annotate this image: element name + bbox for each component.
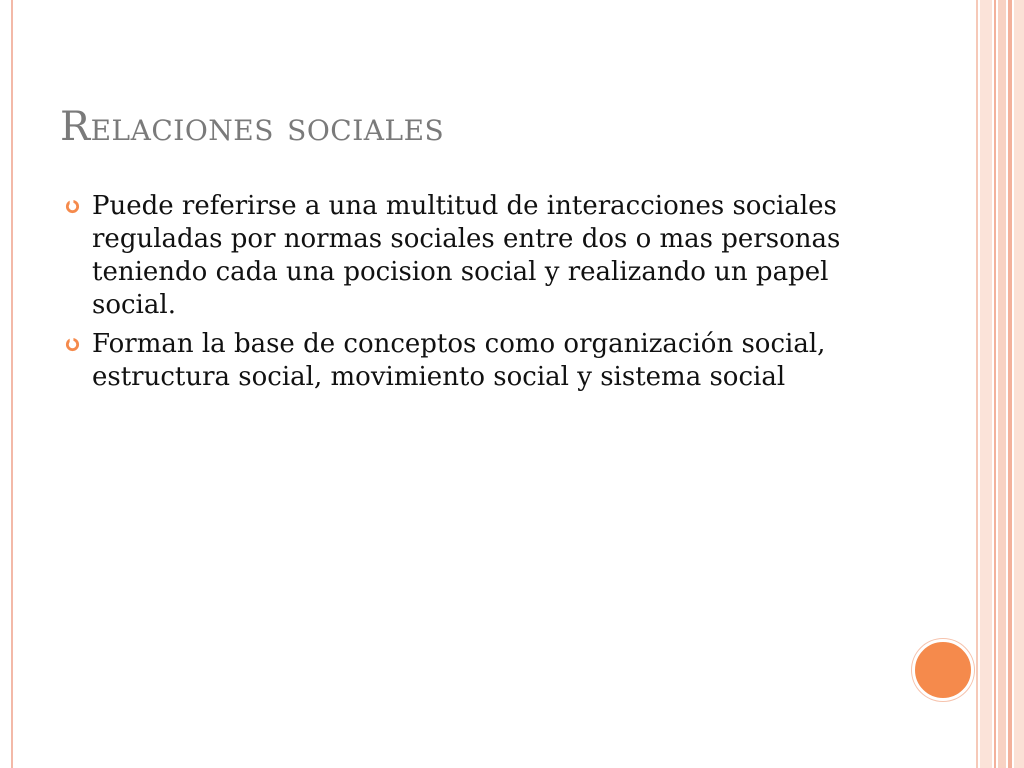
ring-bullet-icon [65,199,80,214]
bullet-text: Puede referirse a una multitud de interacciones sociales reguladas por normas sociales entre dos o mas personas teniendo cada una pocision social y realizando un papel social. [92,191,841,320]
stripe [994,0,996,768]
slide-title: Relaciones sociales [60,104,445,150]
list-item [62,190,882,322]
stripe [998,0,1006,768]
stripe [1014,0,1024,768]
bullet-list [62,190,882,400]
bullet-text: Forman la base de conceptos como organización social, estructura social, movimiento social y sistema social [92,329,826,392]
stripe [976,0,978,768]
orange-circle-decoration [912,639,974,701]
left-border-rule [0,0,13,768]
right-decorative-stripes [976,0,1024,768]
list-item [62,328,882,394]
stripe [1008,0,1012,768]
ring-bullet-icon [65,337,80,352]
stripe [980,0,992,768]
